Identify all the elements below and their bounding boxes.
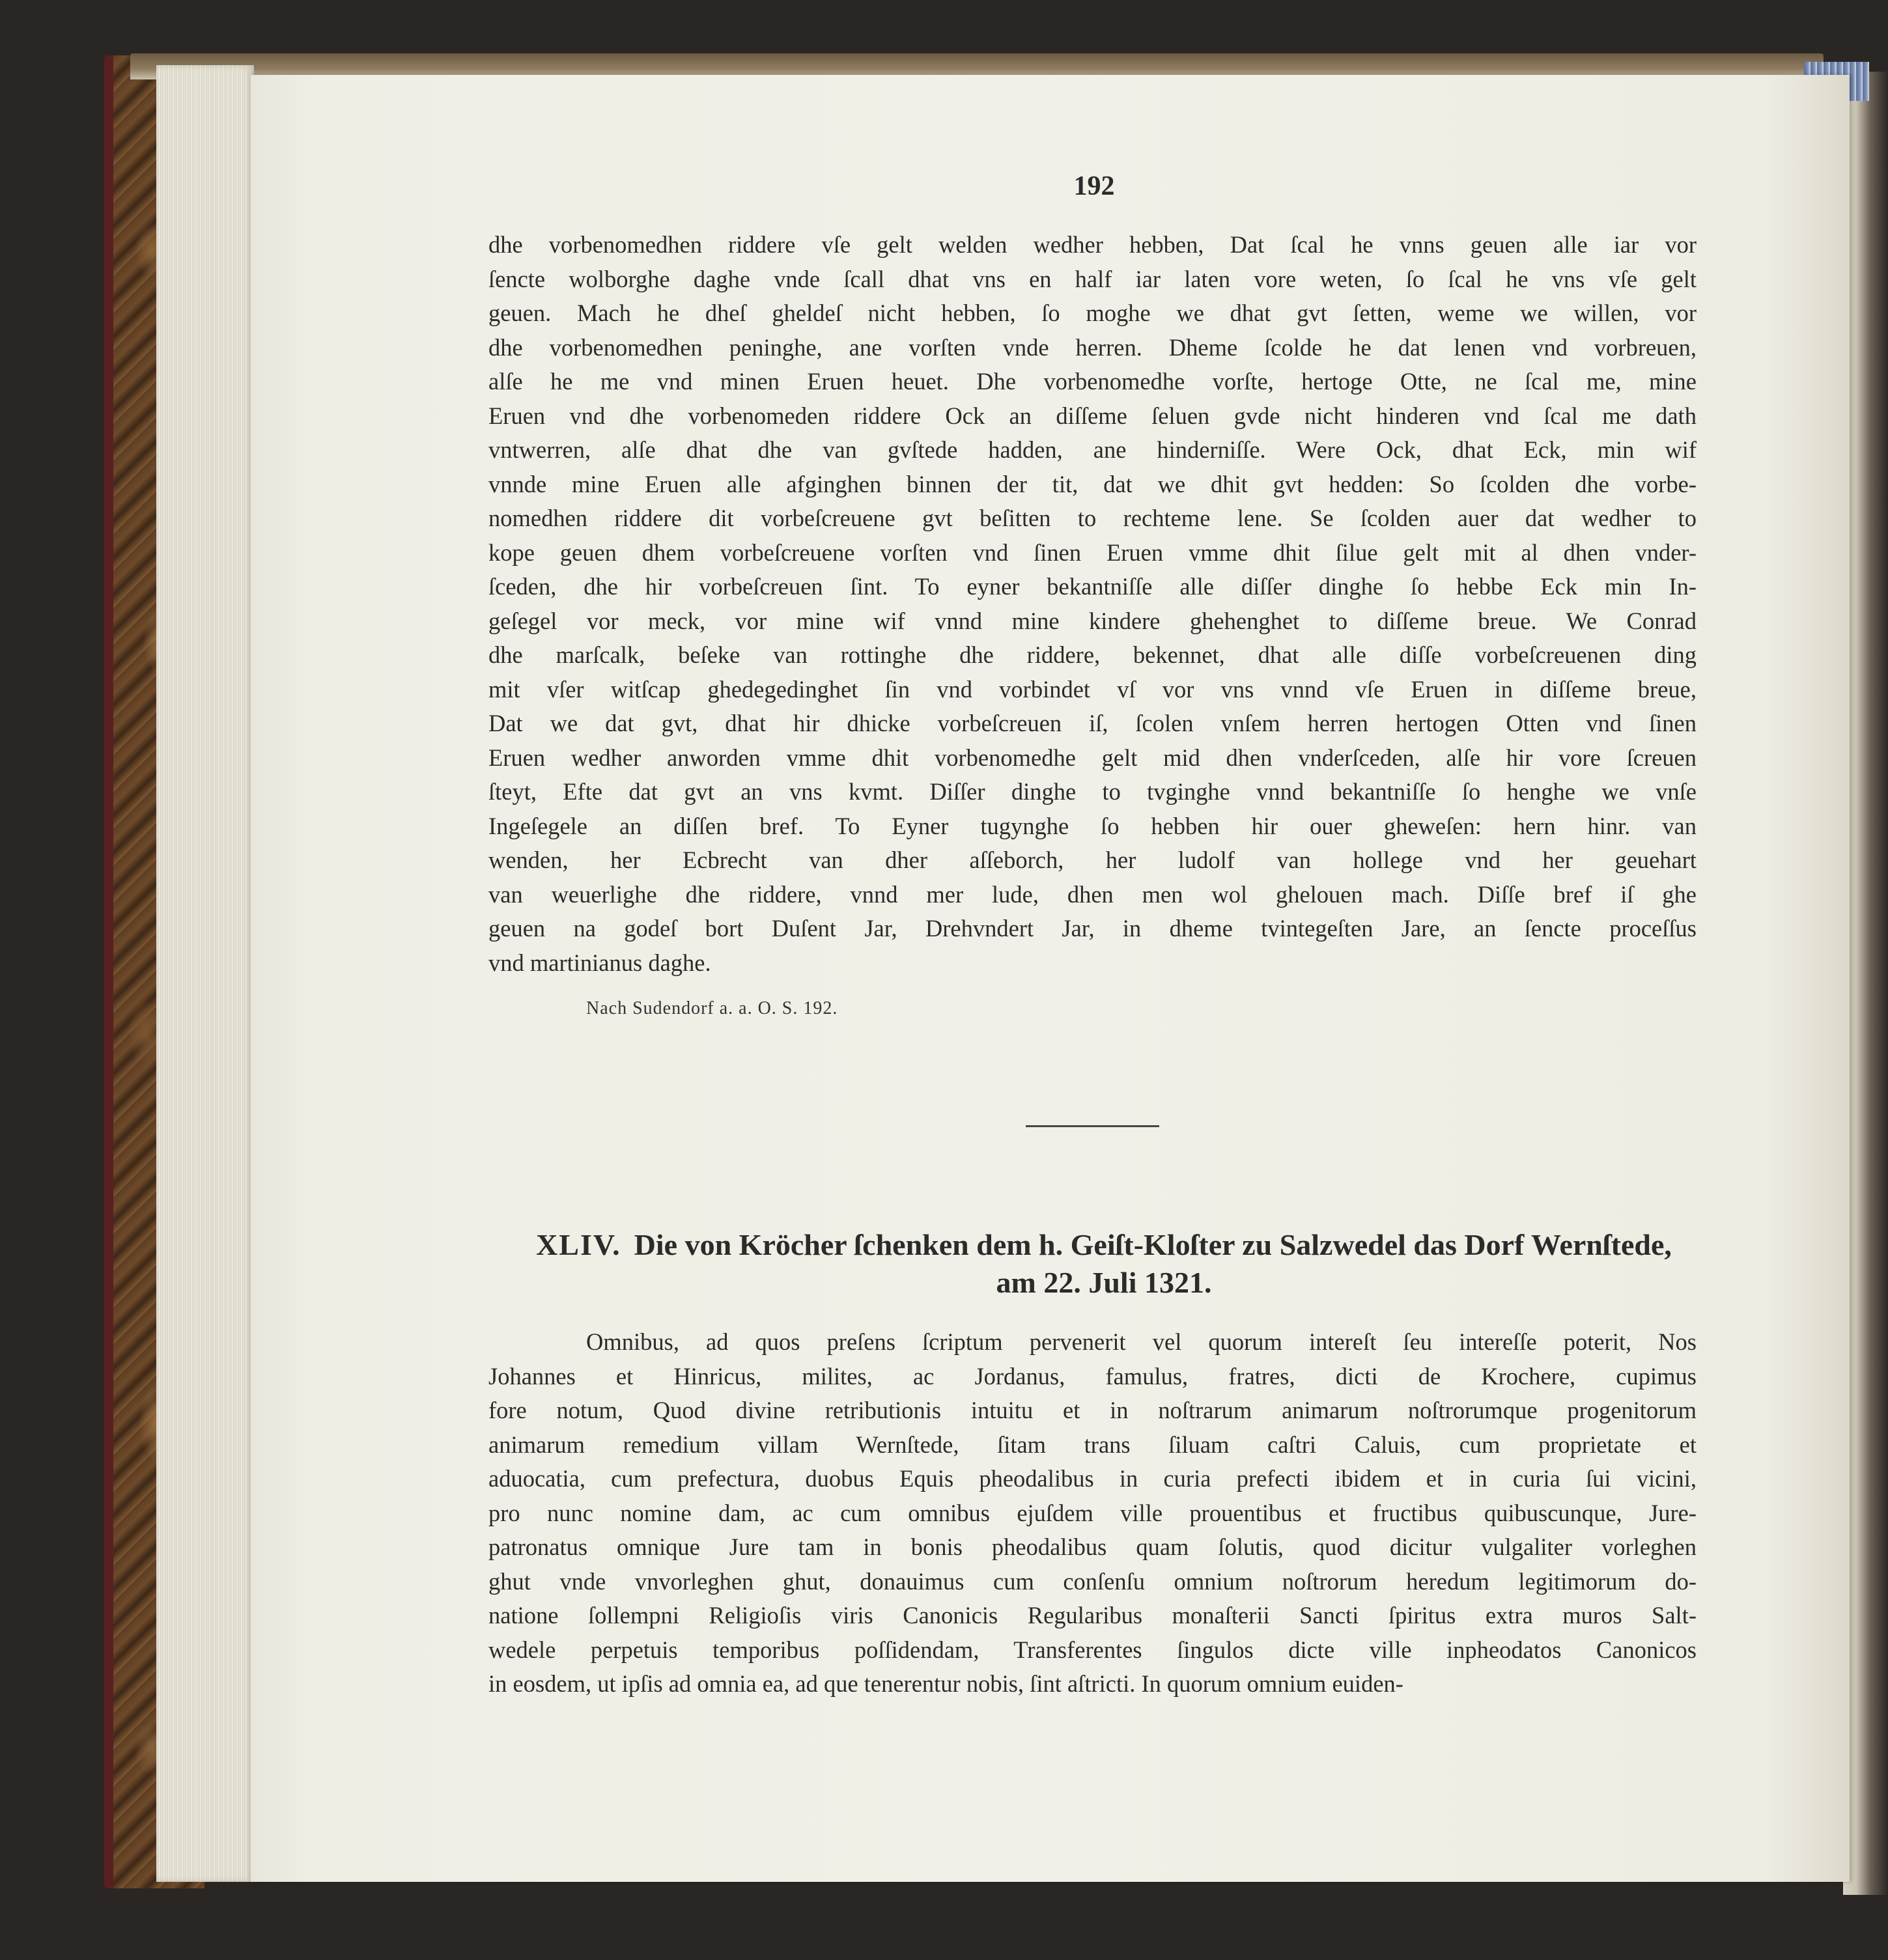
- text-line: nomedhen riddere dit vorbeſcreuene gvt beſitten to rechteme lene. Se ſcolden auer dat wedher to: [488, 505, 1697, 531]
- text-line: geuen na godeſ bort Duſent Jar, Drehvndert Jar, in dheme tvintegeſten Jare, an ſencte proceſſus: [488, 915, 1697, 942]
- text-line: fore notum, Quod divine retributionis intuitu et in noſtrarum animarum noſtrorumque progenitorum: [488, 1397, 1697, 1423]
- text-line: dhe vorbenomedhen riddere vſe gelt welden wedher hebben, Dat ſcal he vnns geuen alle iar vor: [488, 231, 1697, 258]
- section-heading: [518, 1226, 1690, 1302]
- text-line: kope geuen dhem vorbeſcreuene vorſten vnd ſinen Eruen vmme dhit ſilue gelt mit al dhen vnder-: [488, 539, 1697, 566]
- text-line: geſegel vor meck, vor mine wif vnnd mine kindere ghehenghet to diſſeme breue. We Conrad: [488, 607, 1697, 634]
- text-line: Omnibus, ad quos preſens ſcriptum pervenerit vel quorum intereſt ſeu intereſſe poterit, Nos: [586, 1328, 1697, 1355]
- text-line: geuen. Mach he dheſ gheldeſ nicht hebben, ſo moghe we dhat gvt ſetten, weme we willen, vor: [488, 300, 1697, 326]
- text-line: ſceden, dhe hir vorbeſcreuen ſint. To eyner bekantniſſe alle diſſer dinghe ſo hebbe Eck min In-: [488, 573, 1697, 600]
- source-note: Nach Sudendorf a. a. O. S. 192.: [586, 998, 838, 1018]
- text-line: wedele perpetuis temporibus poſſidendam, Transferentes ſingulos dicte ville inpheodatos Canonicos: [488, 1636, 1697, 1663]
- page-stack-edge: [156, 65, 254, 1882]
- text-line: Dat we dat gvt, dhat hir dhicke vorbeſcreuen iſ, ſcolen vnſem herren hertogen Otten vnd ſinen: [488, 710, 1697, 736]
- text-line: ſencte wolborghe daghe vnde ſcall dhat vns en half iar laten vore weten, ſo ſcal he vns vſe gelt: [488, 265, 1697, 292]
- text-line: alſe he me vnd minen Eruen heuet. Dhe vorbenomedhe vorſte, hertoge Otte, ne ſcal me, mine: [488, 368, 1697, 395]
- text-line: pro nunc nomine dam, ac cum omnibus ejuſdem ville prouentibus et fructibus quibuscunque, Jure-: [488, 1499, 1697, 1526]
- heading-line-2: am 22. Juli 1321.: [996, 1266, 1212, 1299]
- heading-number: XLIV.: [536, 1228, 621, 1261]
- heading-title: Die von Kröcher ſchenken dem h. Geiſt-Kloſter zu Salzwedel das Dorf Wernſtede,: [634, 1228, 1672, 1261]
- adjacent-page-edge: [1843, 72, 1888, 1895]
- section-separator: [1026, 1125, 1159, 1127]
- text-line: Eruen wedher anworden vmme dhit vorbenomedhe gelt mid dhen vnderſceden, alſe hir vore ſcreuen: [488, 744, 1697, 771]
- text-line: Eruen vnd dhe vorbenomeden riddere Ock an diſſeme ſeluen gvde nicht hinderen vnd ſcal me dath: [488, 402, 1697, 429]
- text-line: vntwerren, alſe dhat dhe van gvſtede hadden, ane hinderniſſe. Were Ock, dhat Eck, min wif: [488, 436, 1697, 463]
- text-line: wenden, her Ecbrecht van dher aſſeborch, her ludolf van hollege vnd her geuehart: [488, 847, 1697, 873]
- text-line: Johannes et Hinricus, milites, ac Jordanus, famulus, fratres, dicti de Krochere, cupimus: [488, 1362, 1697, 1390]
- text-line: animarum remedium villam Wernſtede, ſitam trans ſiluam caſtri Caluis, cum proprietate et: [488, 1431, 1697, 1458]
- charter-text-block: [488, 228, 1697, 980]
- text-line: dhe vorbenomedhen peninghe, ane vorſten vnde herren. Dheme ſcolde he dat lenen vnd vorbreuen,: [488, 333, 1697, 361]
- text-line: Ingeſegele an diſſen bref. To Eyner tugynghe ſo hebben hir ouer gheweſen: hern hinr. van: [488, 812, 1697, 839]
- heading-line-1: [518, 1226, 1690, 1264]
- text-line: mit vſer witſcap ghedegedinghet ſin vnd vorbindet vſ vor vns vnnd vſe Eruen in diſſeme breue,: [488, 675, 1697, 703]
- text-line: van weuerlighe dhe riddere, vnnd mer lude, dhen men wol ghelouen mach. Diſſe bref iſ ghe: [488, 880, 1697, 908]
- page-number: 192: [1073, 171, 1115, 201]
- text-line: aduocatia, cum prefectura, duobus Equis pheodalibus in curia prefecti ibidem et in curia ſui vicini,: [488, 1465, 1697, 1492]
- text-line: patronatus omnique Jure tam in bonis pheodalibus quam ſolutis, quod dicitur vulgaliter vorleghen: [488, 1533, 1697, 1560]
- text-line: vnnde mine Eruen alle afginghen binnen der tit, dat we dhit gvt hedden: So ſcolden dhe vorbe-: [488, 470, 1697, 497]
- latin-text-block: [488, 1325, 1697, 1701]
- text-line: vnd martinianus daghe.: [488, 949, 711, 976]
- text-line: natione ſollempni Religioſis viris Canonicis Regularibus monaſterii Sancti ſpiritus extra muros Salt-: [488, 1602, 1697, 1629]
- text-line: ſteyt, Efte dat gvt an vns kvmt. Diſſer dinghe to tvginghe vnnd bekantniſſe ſo henghe we vnſe: [488, 778, 1697, 805]
- text-line: in eosdem, ut ipſis ad omnia ea, ad que tenerentur nobis, ſint aſtricti. In quorum omnium euiden-: [488, 1670, 1403, 1697]
- text-line: dhe marſcalk, beſeke van rottinghe dhe riddere, bekennet, dhat alle diſſe vorbeſcreuenen ding: [488, 641, 1697, 668]
- text-line: ghut vnde vnvorleghen ghut, donauimus cum conſenſu omnium noſtrorum heredum legitimorum do-: [488, 1567, 1697, 1595]
